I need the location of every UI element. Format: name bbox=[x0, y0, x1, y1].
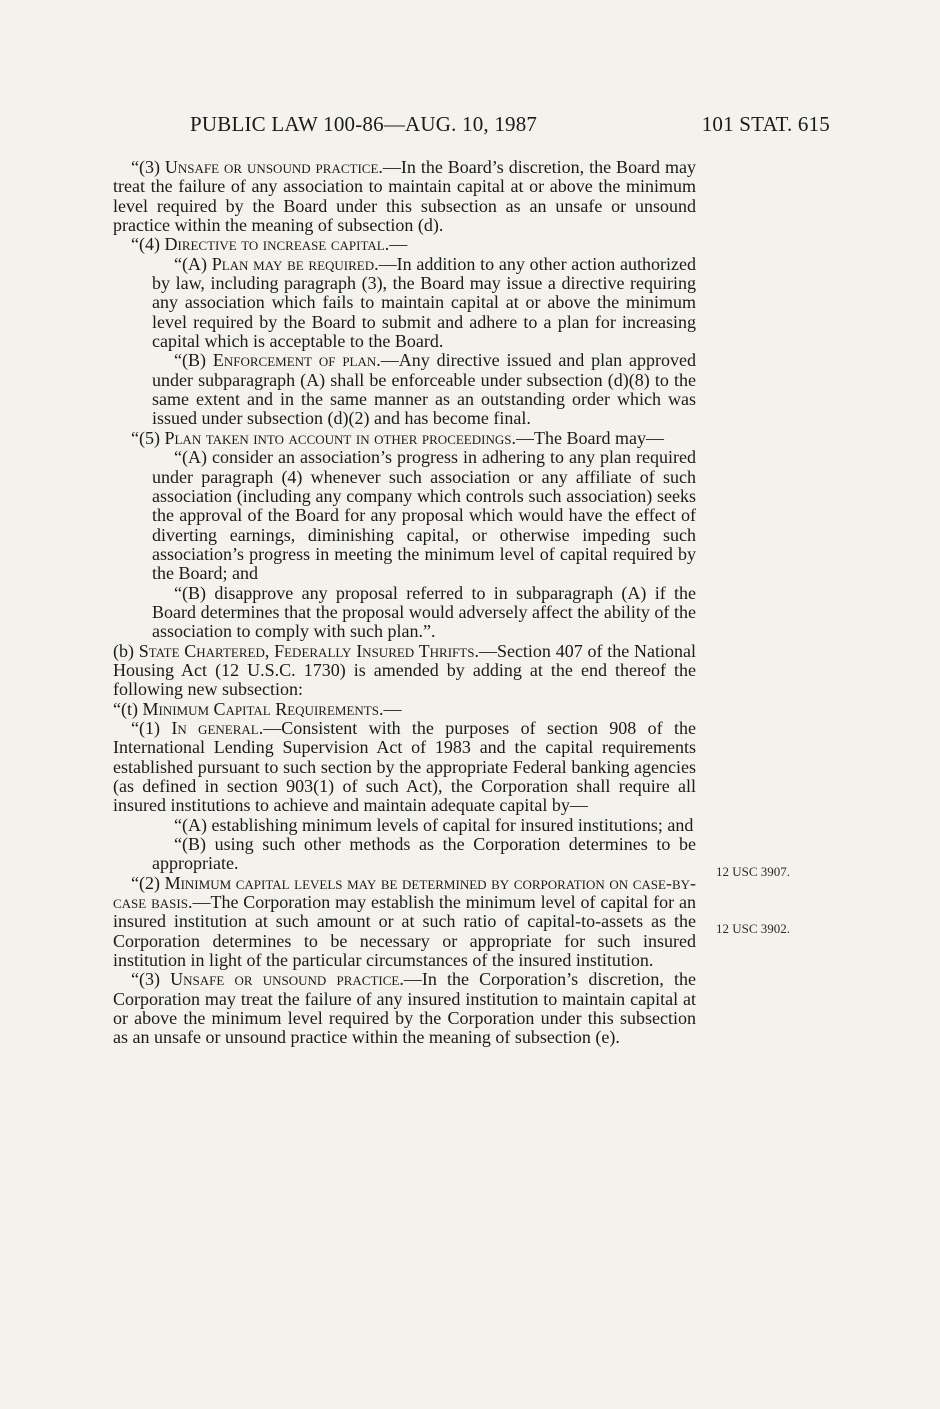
subparagraph-1a-minimum-levels: “(A) establishing minimum levels of capital for insured institutions; and bbox=[174, 814, 694, 835]
paragraph-4-directive: “(4) Directive to increase capital.— bbox=[131, 234, 408, 255]
paragraph-1-in-general: “(1) In general.—Consistent with the purposes of section 908 of the International Lending Supervision Act of 1983 and the capital requirements established pursuant to such section by the appropriate Federal banking agencies (as defined in section 903(1) of such Act), the Corporation shall require all insured institutions to achieve and maintain adequate capital by— bbox=[113, 717, 696, 816]
statute-body bbox=[76, 158, 696, 1048]
margin-note-usc-3902: 12 USC 3902. bbox=[716, 921, 791, 936]
subparagraph-4a-plan-required: “(A) Plan may be required.—In addition to any other action authorized by law, including paragraph (3), the Board may issue a directive requiring any association which fails to maintain capital at or above the minimum level required by the Board to submit and adhere to a plan for increasing capital which is acceptable to the Board. bbox=[152, 253, 696, 352]
running-head bbox=[190, 112, 830, 142]
paragraph-3-unsafe-practice-corporation: “(3) Unsafe or unsound practice.—In the Corporation’s discretion, the Corporation may treat the failure of any insured institution to maintain capital at or above the minimum level required by the Corporation under this subsection as an unsafe or unsound practice within the meaning of subsection (e). bbox=[113, 969, 696, 1048]
subsection-t-heading: “(t) Minimum Capital Requirements.— bbox=[113, 698, 402, 719]
subparagraph-5a-consider-progress: “(A) consider an association’s progress in adhering to any plan required under paragraph (4) whenever such association or any affiliate of such association (including any company which controls such association) seeks the approval of the Board for any proposal which would have the effect of diverting earnings, diminishing capital, or otherwise impeding such association’s progress in meeting the minimum level of capital required by the Board; and bbox=[152, 447, 696, 584]
statute-page-number: 101 STAT. 615 bbox=[701, 112, 830, 136]
subparagraph-4b-enforcement: “(B) Enforcement of plan.—Any directive issued and plan approved under subparagraph (A) shall be enforceable under subsection (d)(8) to the same extent and in the same manner as an outstanding order which was issued under subsection (d)(2) and has become final. bbox=[152, 350, 696, 429]
subsection-b-state-chartered-thrifts: (b) State Chartered, Federally Insured Thrifts.—Section 407 of the National Housing Act (12 U.S.C. 1730) is amended by adding at the end thereof the following new subsection: bbox=[113, 640, 696, 700]
running-head-title: PUBLIC LAW 100-86—AUG. 10, 1987 bbox=[190, 112, 538, 136]
subparagraph-5b-disapprove-proposal: “(B) disapprove any proposal referred to in subparagraph (A) if the Board determines that the proposal would adversely affect the ability of the association to comply with such plan.”. bbox=[152, 582, 697, 642]
paragraph-2-case-by-case: “(2) Minimum capital levels may be determined by corporation on case-by-case basis.—The Corporation may establish the minimum level of capital for an insured institution at such amount or at such ratio of capital-to-assets as the Corporation determines to be necessary or appropriate for such insured institution in light of the particular circumstances of the insured institution. bbox=[113, 872, 697, 971]
paragraph-5-plan-taken-into-account: “(5) Plan taken into account in other proceedings.—The Board may— bbox=[131, 427, 664, 448]
paragraph-3-unsafe-practice-board: “(3) Unsafe or unsound practice.—In the Board’s discretion, the Board may treat the failure of any association to maintain capital at or above the minimum level required by the Board under this subsection as an unsafe or unsound practice within the meaning of subsection (d). bbox=[113, 157, 696, 236]
margin-note-usc-3907: 12 USC 3907. bbox=[716, 864, 791, 879]
subparagraph-1b-other-methods: “(B) using such other methods as the Corporation determines to be appropriate. bbox=[152, 834, 696, 874]
